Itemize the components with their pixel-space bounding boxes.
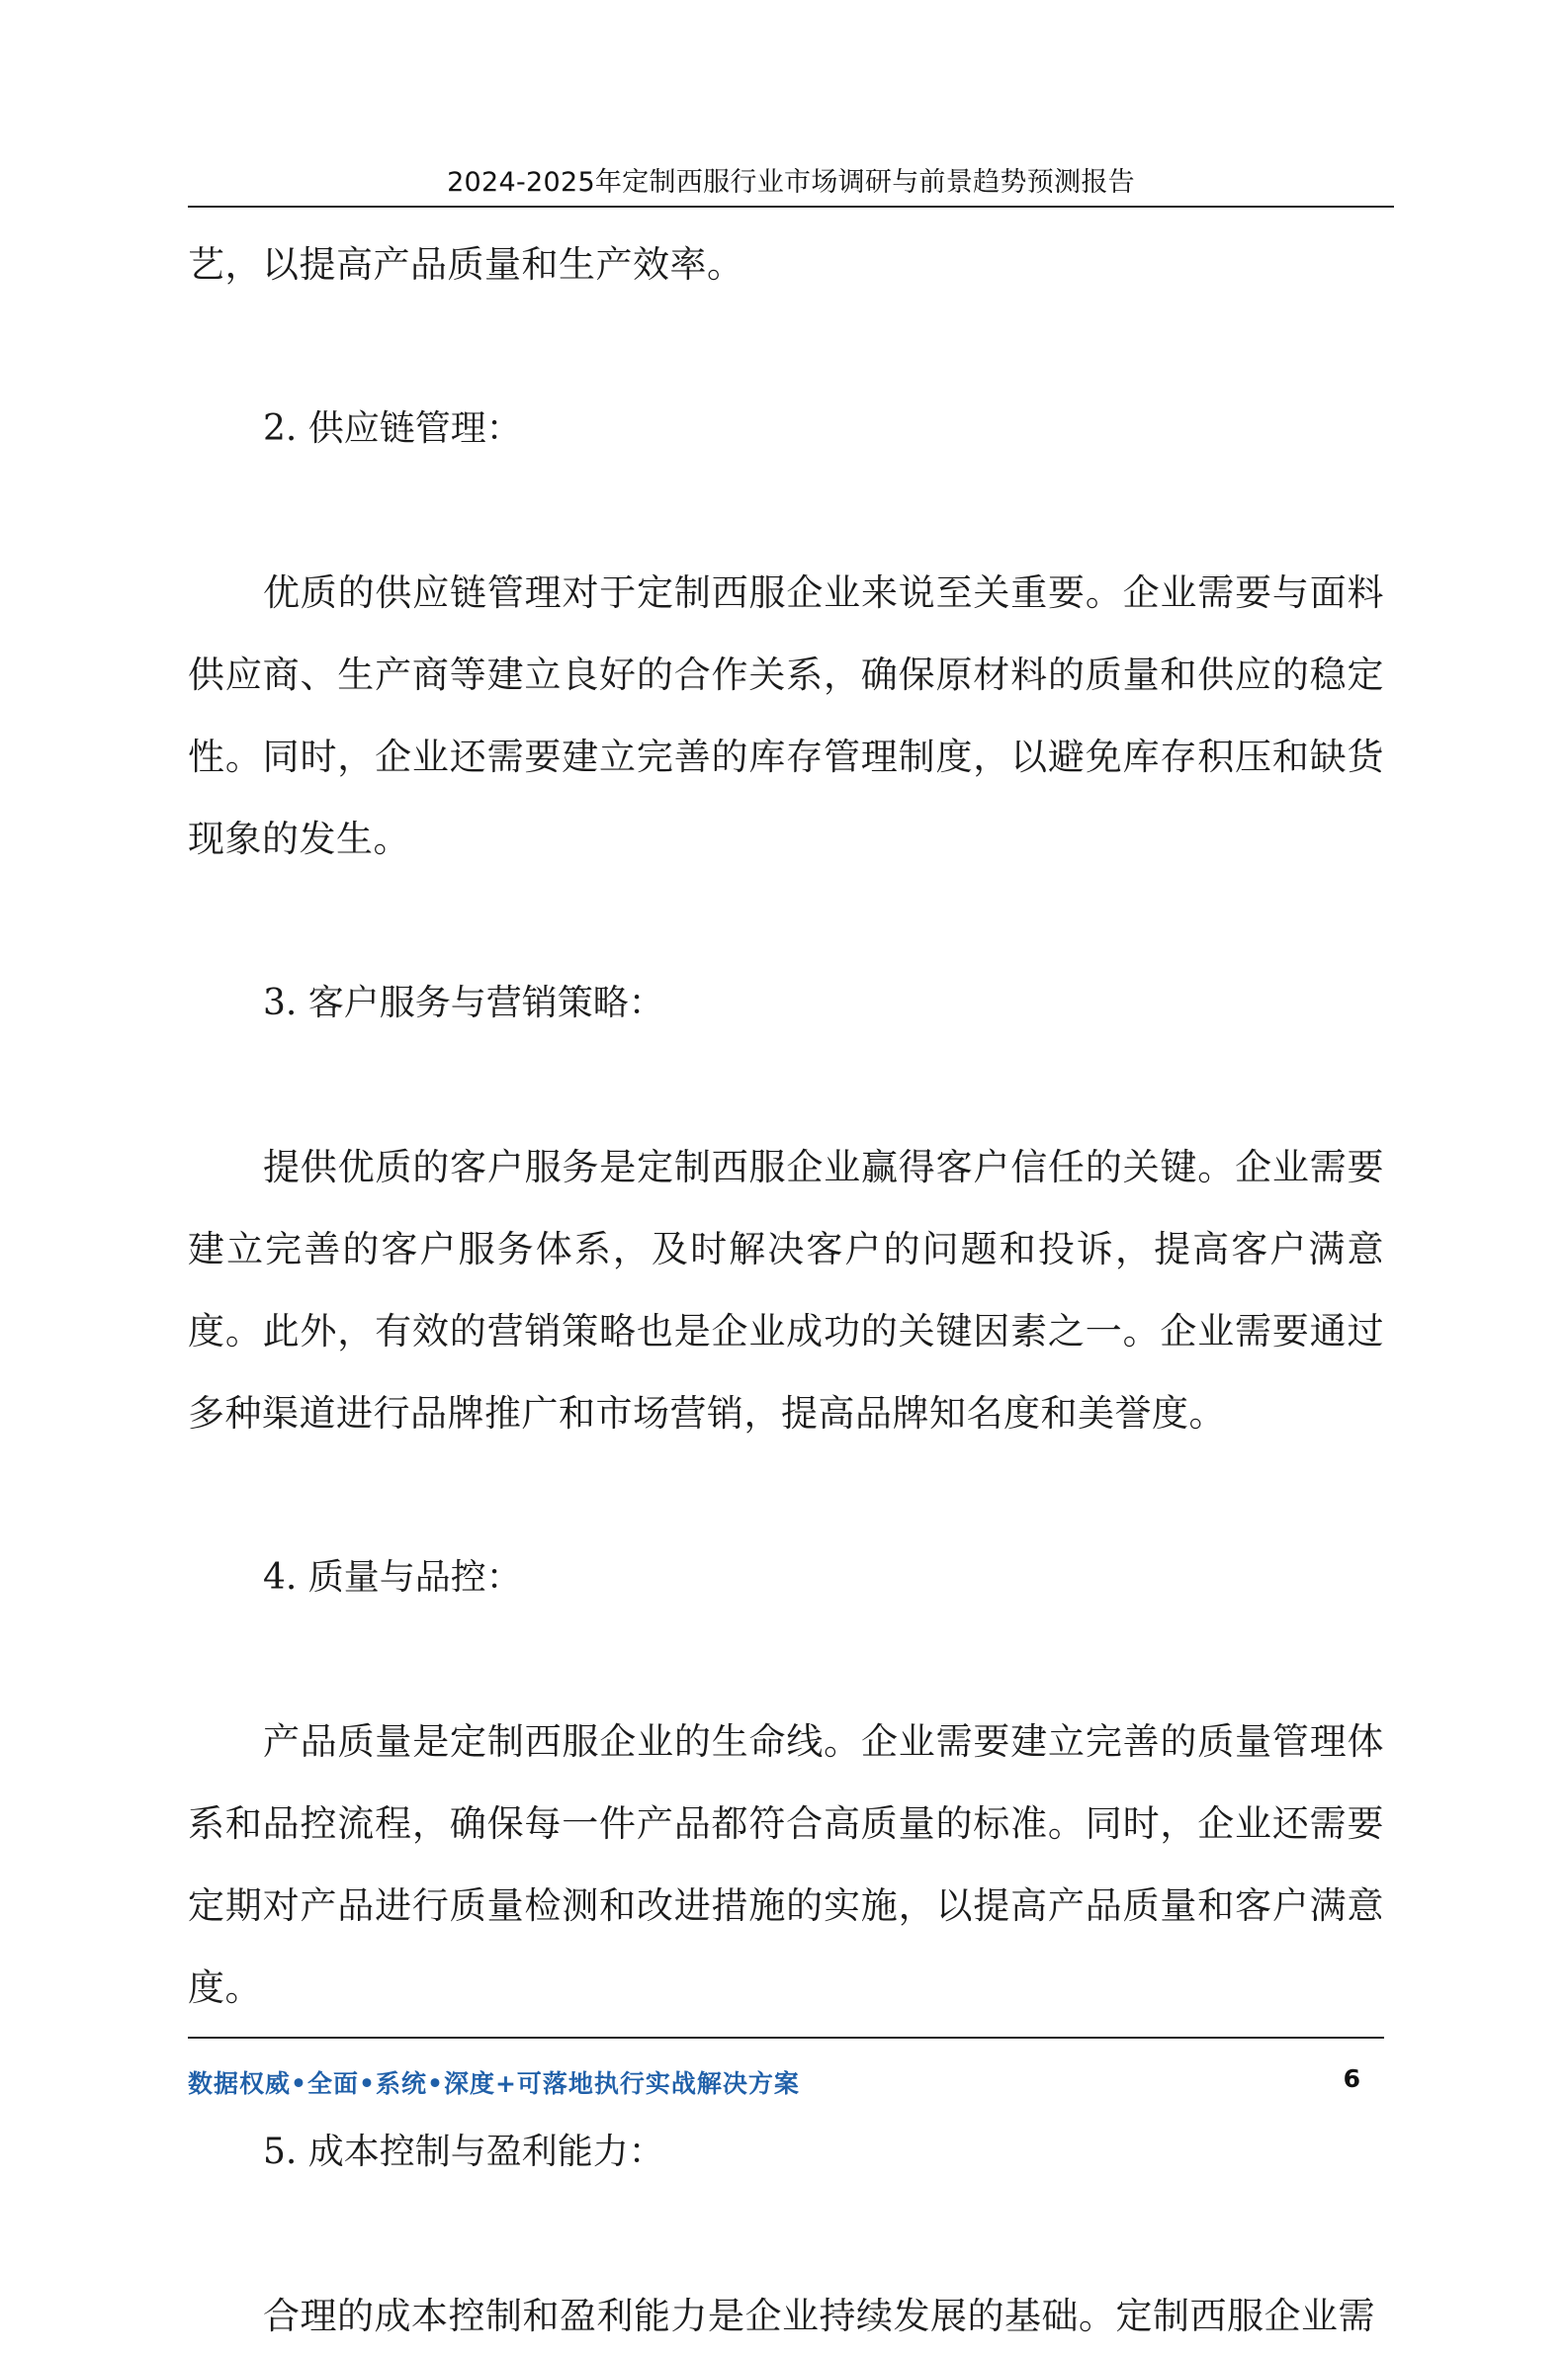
footer-divider xyxy=(188,2037,1384,2039)
header-divider xyxy=(188,206,1394,208)
spacer xyxy=(188,1044,1384,1126)
section-heading-customer-service: 3. 客户服务与营销策略： xyxy=(263,983,664,1023)
spacer xyxy=(188,2193,1384,2275)
spacer xyxy=(188,880,1384,962)
paragraph-quality: 产品质量是定制西服企业的生命线。企业需要建立完善的质量管理体系和品控流程，确保每一件产品都符合高质量的标准。同时，企业还需要定期对产品进行质量检测和改进措施的实施，以提高产品质量和客户满意度。 xyxy=(188,1720,1384,2009)
paragraph-cost-control: 合理的成本控制和盈利能力是企业持续发展的基础。定制西服企业需 xyxy=(263,2295,1375,2337)
section-heading-cost-control: 5. 成本控制与盈利能力： xyxy=(263,2132,664,2172)
footer-slogan: 数据权威•全面•系统•深度+可落地执行实战解决方案 xyxy=(188,2069,800,2098)
paragraph-customer-service: 提供优质的客户服务是定制西服企业赢得客户信任的关键。企业需要建立完善的客户服务体系，及时解决客户的问题和投诉，提高客户满意度。此外，有效的营销策略也是企业成功的关键因素之一。企业需要通过多种渠道进行品牌推广和市场营销，提高品牌知名度和美誉度。 xyxy=(188,1146,1384,1435)
page-number: 6 xyxy=(1343,2064,1360,2093)
section-heading-supply-chain: 2. 供应链管理： xyxy=(263,408,522,449)
paragraph-continuation: 艺，以提高产品质量和生产效率。 xyxy=(188,243,744,286)
paragraph-supply-chain: 优质的供应链管理对于定制西服企业来说至关重要。企业需要与面料供应商、生产商等建立良好的合作关系，确保原材料的质量和供应的稳定性。同时，企业还需要建立完善的库存管理制度，以避免库存积压和缺货现象的发生。 xyxy=(188,571,1384,860)
spacer xyxy=(188,470,1384,552)
spacer xyxy=(188,1618,1384,1701)
spacer xyxy=(188,1454,1384,1536)
spacer xyxy=(188,306,1384,388)
section-heading-quality: 4. 质量与品控： xyxy=(263,1557,522,1598)
page-header-title: 2024-2025年定制西服行业市场调研与前景趋势预测报告 xyxy=(447,167,1135,198)
